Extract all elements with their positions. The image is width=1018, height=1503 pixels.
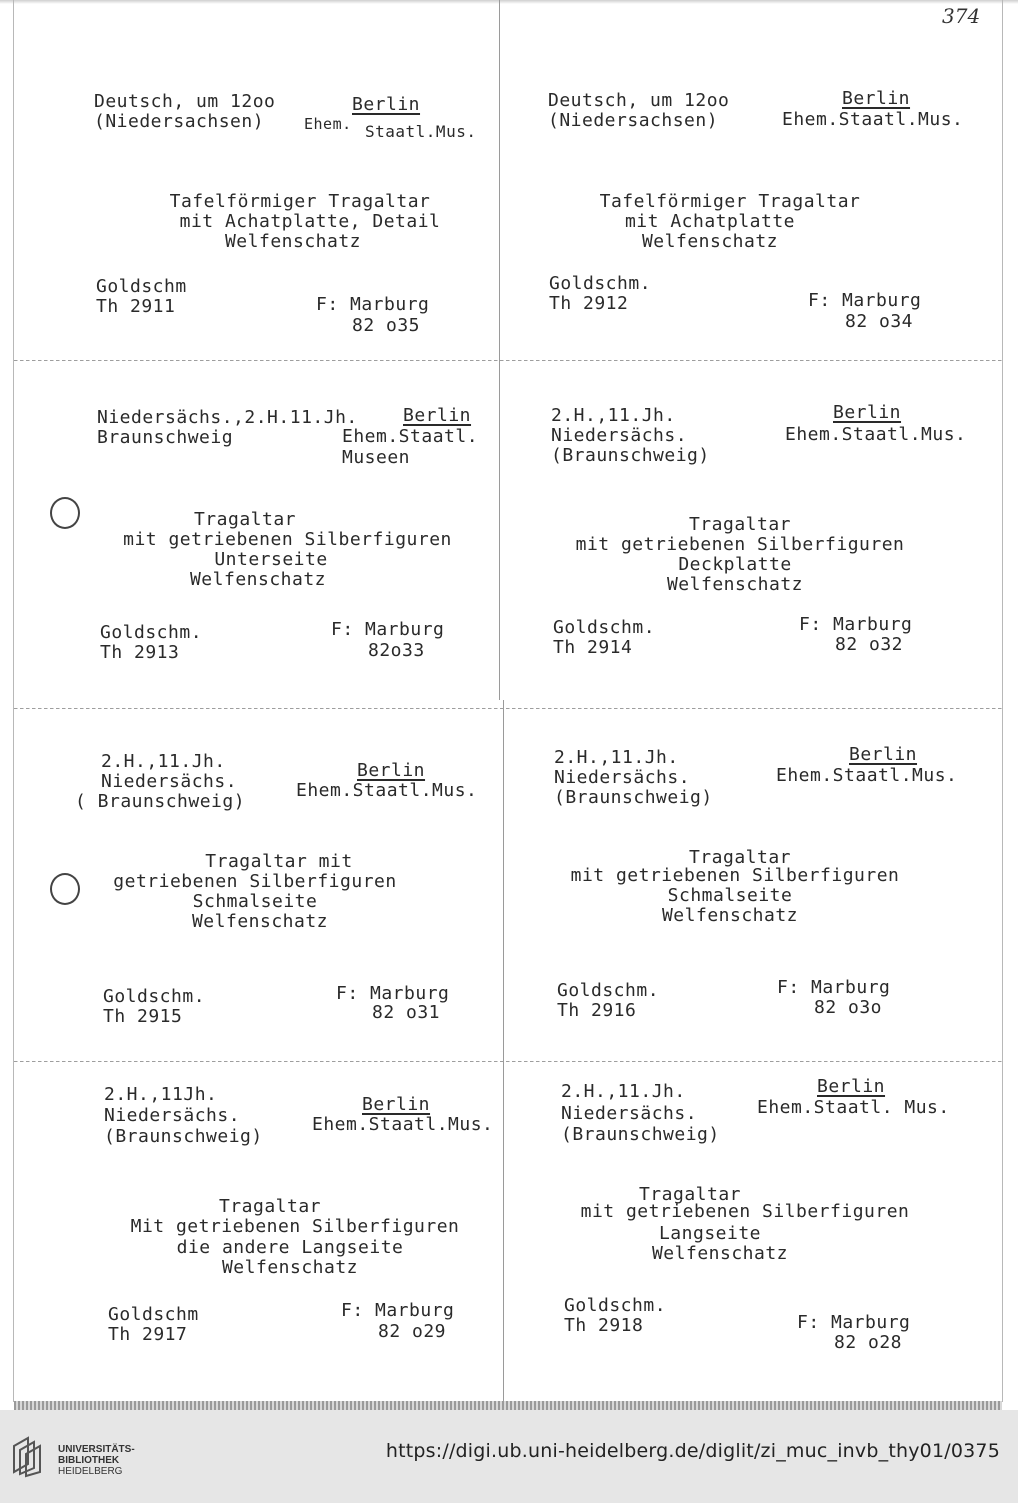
card-museum: Ehem.Staatl.Mus.	[785, 424, 967, 445]
card-photo-source: F: Marburg	[331, 619, 445, 640]
card-photo-number: 82 o34	[845, 311, 914, 332]
card-date: Deutsch, um 12oo	[94, 91, 276, 112]
card-title-line: mit getriebenen Silberfiguren	[580, 1201, 910, 1222]
card-title-line: Tragaltar	[688, 847, 792, 868]
sheet-left-edge	[13, 0, 14, 1402]
card-date: 2.H.,11.Jh.	[101, 751, 226, 772]
card-museum-prefix: Ehem.	[304, 115, 352, 133]
card-title-line: die andere Langseite	[176, 1237, 404, 1258]
card-title-line: Tafelförmiger Tragaltar	[169, 191, 431, 212]
card-date: 2.H.,11.Jh.	[554, 747, 679, 768]
card-city: Berlin	[357, 760, 426, 781]
card-photo-source: F: Marburg	[777, 977, 891, 998]
card-photo-number: 82 o35	[352, 315, 421, 336]
library-name-line2: BIBLIOTHEK	[58, 1455, 120, 1466]
card-title-line: Unterseite	[214, 549, 328, 570]
card-number: Th 2914	[553, 637, 633, 658]
card-photo-source: F: Marburg	[336, 983, 450, 1004]
card-title-line: Deckplatte	[678, 554, 792, 575]
library-name-line1: UNIVERSITÄTS-	[58, 1444, 135, 1455]
card-region: Niedersächs.	[554, 767, 691, 788]
punch-hole-upper	[50, 497, 80, 529]
card-city: Berlin	[362, 1094, 431, 1115]
card-category: Goldschm.	[557, 980, 660, 1001]
card-title-line: mit getriebenen Silberfiguren	[570, 865, 900, 886]
card-museum: Ehem.Staatl.Mus.	[296, 780, 478, 801]
card-date: Deutsch, um 12oo	[548, 90, 730, 111]
card-museum: Ehem.Staatl.	[342, 426, 479, 447]
card-city: Berlin	[403, 405, 472, 426]
card-title-line: Welfenschatz	[189, 569, 327, 590]
card-photo-number: 82 o32	[835, 634, 904, 655]
card-photo-source: F: Marburg	[797, 1312, 911, 1333]
card-museum: Ehem.Staatl.Mus.	[776, 765, 958, 786]
card-number: Th 2915	[103, 1006, 183, 1027]
card-number: Th 2918	[564, 1315, 644, 1336]
card-museum: Staatl.Mus.	[365, 122, 477, 141]
card-category: Goldschm	[108, 1304, 199, 1325]
card-title-line: Welfenschatz	[191, 911, 329, 932]
card-title-line: Welfenschatz	[666, 574, 804, 595]
card-city: Berlin	[352, 94, 421, 115]
card-title-line: Welfenschatz	[641, 231, 779, 252]
card-region: (Niedersachsen)	[548, 110, 719, 131]
sheet-top-shadow	[0, 0, 1018, 4]
card-photo-number: 82 o3o	[814, 997, 883, 1018]
card-photo-source: F: Marburg	[316, 294, 430, 315]
card-region: Niedersächs.	[561, 1103, 698, 1124]
library-name	[58, 1444, 135, 1477]
card-title-line: getriebenen Silberfiguren	[113, 871, 397, 892]
card-title-line: Schmalseite	[667, 885, 793, 906]
card-region-line2: (Braunschweig)	[551, 445, 710, 466]
card-title-line: mit getriebenen Silberfiguren	[123, 529, 452, 550]
card-title-line: Tragaltar mit	[205, 851, 353, 872]
card-museum: Ehem.Staatl.Mus.	[312, 1114, 494, 1135]
card-photo-number: 82 o28	[834, 1332, 903, 1353]
card-region-line2: (Braunschweig)	[561, 1124, 720, 1145]
card-date: 2.H.,11Jh.	[104, 1084, 218, 1105]
card-title-line: mit Achatplatte, Detail	[179, 211, 441, 232]
card-title-line: mit getriebenen Silberfiguren	[575, 534, 905, 555]
column-divider-lower	[503, 700, 504, 1402]
card-city: Berlin	[833, 402, 902, 423]
card-title-line: Welfenschatz	[661, 905, 799, 926]
card-city: Berlin	[842, 88, 911, 109]
card-photo-source: F: Marburg	[808, 290, 922, 311]
card-title-line: Welfenschatz	[221, 1257, 359, 1278]
card-region-line2: (Braunschweig)	[104, 1126, 263, 1147]
card-region: Niedersächs.	[101, 771, 238, 792]
row-divider-3	[14, 1061, 1002, 1062]
card-title-line: Tragaltar	[638, 1184, 742, 1205]
card-category: Goldschm.	[553, 617, 656, 638]
card-region: Niedersächs.	[104, 1105, 241, 1126]
row-divider-2	[14, 708, 1002, 709]
card-photo-source: F: Marburg	[341, 1300, 455, 1321]
card-category: Goldschm.	[564, 1295, 667, 1316]
card-photo-number: 82 o29	[378, 1321, 447, 1342]
viewer-footer	[0, 1410, 1018, 1503]
card-date: 2.H.,11.Jh.	[561, 1081, 686, 1102]
card-museum-line2: Museen	[342, 447, 411, 468]
permalink-url[interactable]: https://digi.ub.uni-heidelberg.de/diglit/zi_muc_invb_thy01/0375	[385, 1440, 1000, 1462]
card-museum: Ehem.Staatl.Mus.	[782, 109, 964, 130]
card-museum: Ehem.Staatl. Mus.	[757, 1097, 950, 1118]
card-city: Berlin	[849, 744, 918, 765]
card-category: Goldschm.	[100, 622, 203, 643]
card-city: Berlin	[817, 1076, 886, 1097]
card-title-line: Schmalseite	[192, 891, 318, 912]
card-title-line: Tafelförmiger Tragaltar	[599, 191, 861, 212]
row-divider-1	[14, 360, 1002, 361]
card-category: Goldschm.	[103, 986, 206, 1007]
card-photo-number: 82 o31	[372, 1002, 441, 1023]
library-name-line3: HEIDELBERG	[58, 1466, 123, 1477]
card-photo-number: 82o33	[368, 640, 425, 661]
card-title-line: Mit getriebenen Silberfiguren	[130, 1216, 460, 1237]
card-title-line: Tragaltar	[193, 509, 297, 530]
card-title-line: Langseite	[658, 1223, 762, 1244]
punch-hole-lower	[50, 873, 80, 905]
card-title-line: Tragaltar	[688, 514, 792, 535]
card-number: Th 2912	[549, 293, 629, 314]
card-region-line2: (Braunschweig)	[554, 787, 713, 808]
sheet-right-edge	[1002, 0, 1003, 1402]
library-logo-icon	[10, 1432, 50, 1478]
sheet-bottom-edge	[14, 1401, 1002, 1410]
card-region: (Niedersachsen)	[94, 111, 265, 132]
card-category: Goldschm	[96, 276, 187, 297]
card-title-line: Welfenschatz	[224, 231, 362, 252]
card-date: 2.H.,11.Jh.	[551, 405, 676, 426]
card-title-line: Welfenschatz	[651, 1243, 789, 1264]
card-date: Niedersächs.,2.H.11.Jh.	[97, 407, 358, 428]
card-number: Th 2917	[108, 1324, 188, 1345]
card-region: Niedersächs.	[551, 425, 688, 446]
card-region-line2: ( Braunschweig)	[75, 791, 246, 812]
card-number: Th 2913	[100, 642, 180, 663]
card-photo-source: F: Marburg	[799, 614, 913, 635]
card-region: Braunschweig	[97, 427, 234, 448]
card-number: Th 2911	[96, 296, 176, 317]
card-title-line: Tragaltar	[218, 1196, 322, 1217]
card-title-line: mit Achatplatte	[624, 211, 796, 232]
card-category: Goldschm.	[549, 273, 652, 294]
handwritten-page-number: 374	[942, 4, 981, 28]
card-number: Th 2916	[557, 1000, 637, 1021]
column-divider-upper	[499, 0, 500, 700]
